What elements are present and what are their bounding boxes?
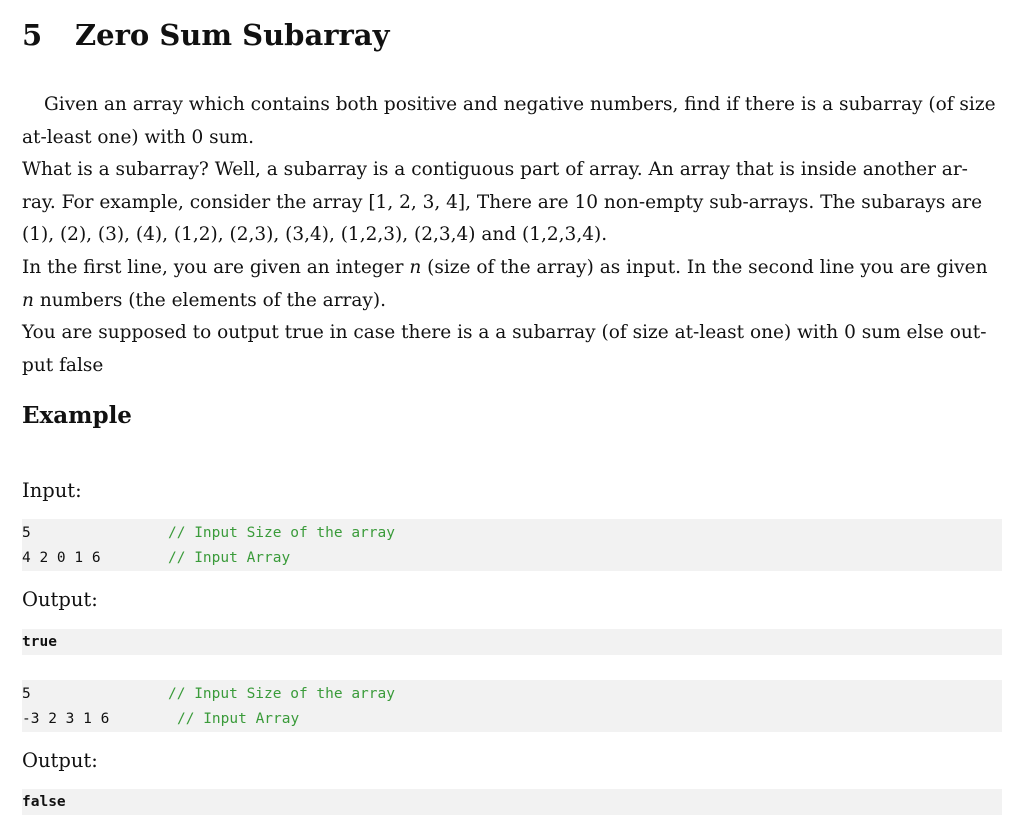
section-title: Zero Sum Subarray bbox=[75, 18, 390, 52]
paragraph-line: (1), (2), (3), (4), (1,2), (2,3), (3,4), (1,2,3), (2,3,4) and (1,2,3,4). bbox=[22, 224, 608, 246]
code-value: 5 bbox=[22, 686, 31, 702]
code-comment: // Input Size of the array bbox=[168, 686, 395, 702]
section-number: 5 bbox=[22, 18, 43, 52]
section-heading bbox=[22, 18, 389, 58]
text-segment: In the first line, you are given an integer bbox=[22, 256, 404, 278]
input-label: Input: bbox=[22, 479, 82, 502]
output-value: true bbox=[22, 634, 57, 650]
output-code-block bbox=[22, 629, 1002, 655]
example-heading: Example bbox=[22, 402, 132, 429]
code-value: 5 bbox=[22, 525, 31, 541]
code-comment: // Input Array bbox=[177, 711, 300, 727]
code-comment: // Input Array bbox=[168, 550, 291, 566]
paragraph-line: at-least one) with 0 sum. bbox=[22, 126, 254, 148]
input-code-block bbox=[22, 680, 1002, 732]
paragraph-line bbox=[22, 252, 1002, 285]
code-comment: // Input Size of the array bbox=[168, 525, 395, 541]
math-variable: n bbox=[409, 256, 422, 278]
paragraph-line: You are supposed to output true in case there is a a subarray (of size at-least one) with 0 sum else out- bbox=[22, 322, 987, 344]
paragraph-line bbox=[22, 285, 1002, 318]
paragraph-line: Given an array which contains both positive and negative numbers, find if there is a subarray (of size bbox=[44, 94, 996, 115]
problem-description bbox=[22, 89, 1002, 382]
output-value: false bbox=[22, 794, 66, 810]
paragraph-line: ray. For example, consider the array [1, 2, 3, 4], There are 10 non-empty sub-arrays. The subarays are bbox=[22, 191, 983, 213]
paragraph-line: put false bbox=[22, 354, 104, 376]
text-segment: numbers (the elements of the array). bbox=[39, 289, 386, 311]
input-code-block bbox=[22, 519, 1002, 571]
math-variable: n bbox=[22, 289, 34, 311]
text-segment: (size of the array) as input. In the second line you are given bbox=[427, 256, 988, 278]
paragraph-line: What is a subarray? Well, a subarray is a contiguous part of array. An array that is inside another ar- bbox=[22, 159, 968, 181]
code-value: 4 2 0 1 6 bbox=[22, 550, 101, 566]
code-value: -3 2 3 1 6 bbox=[22, 711, 110, 727]
output-label: Output: bbox=[22, 588, 98, 611]
output-label: Output: bbox=[22, 749, 98, 772]
output-code-block bbox=[22, 789, 1002, 815]
